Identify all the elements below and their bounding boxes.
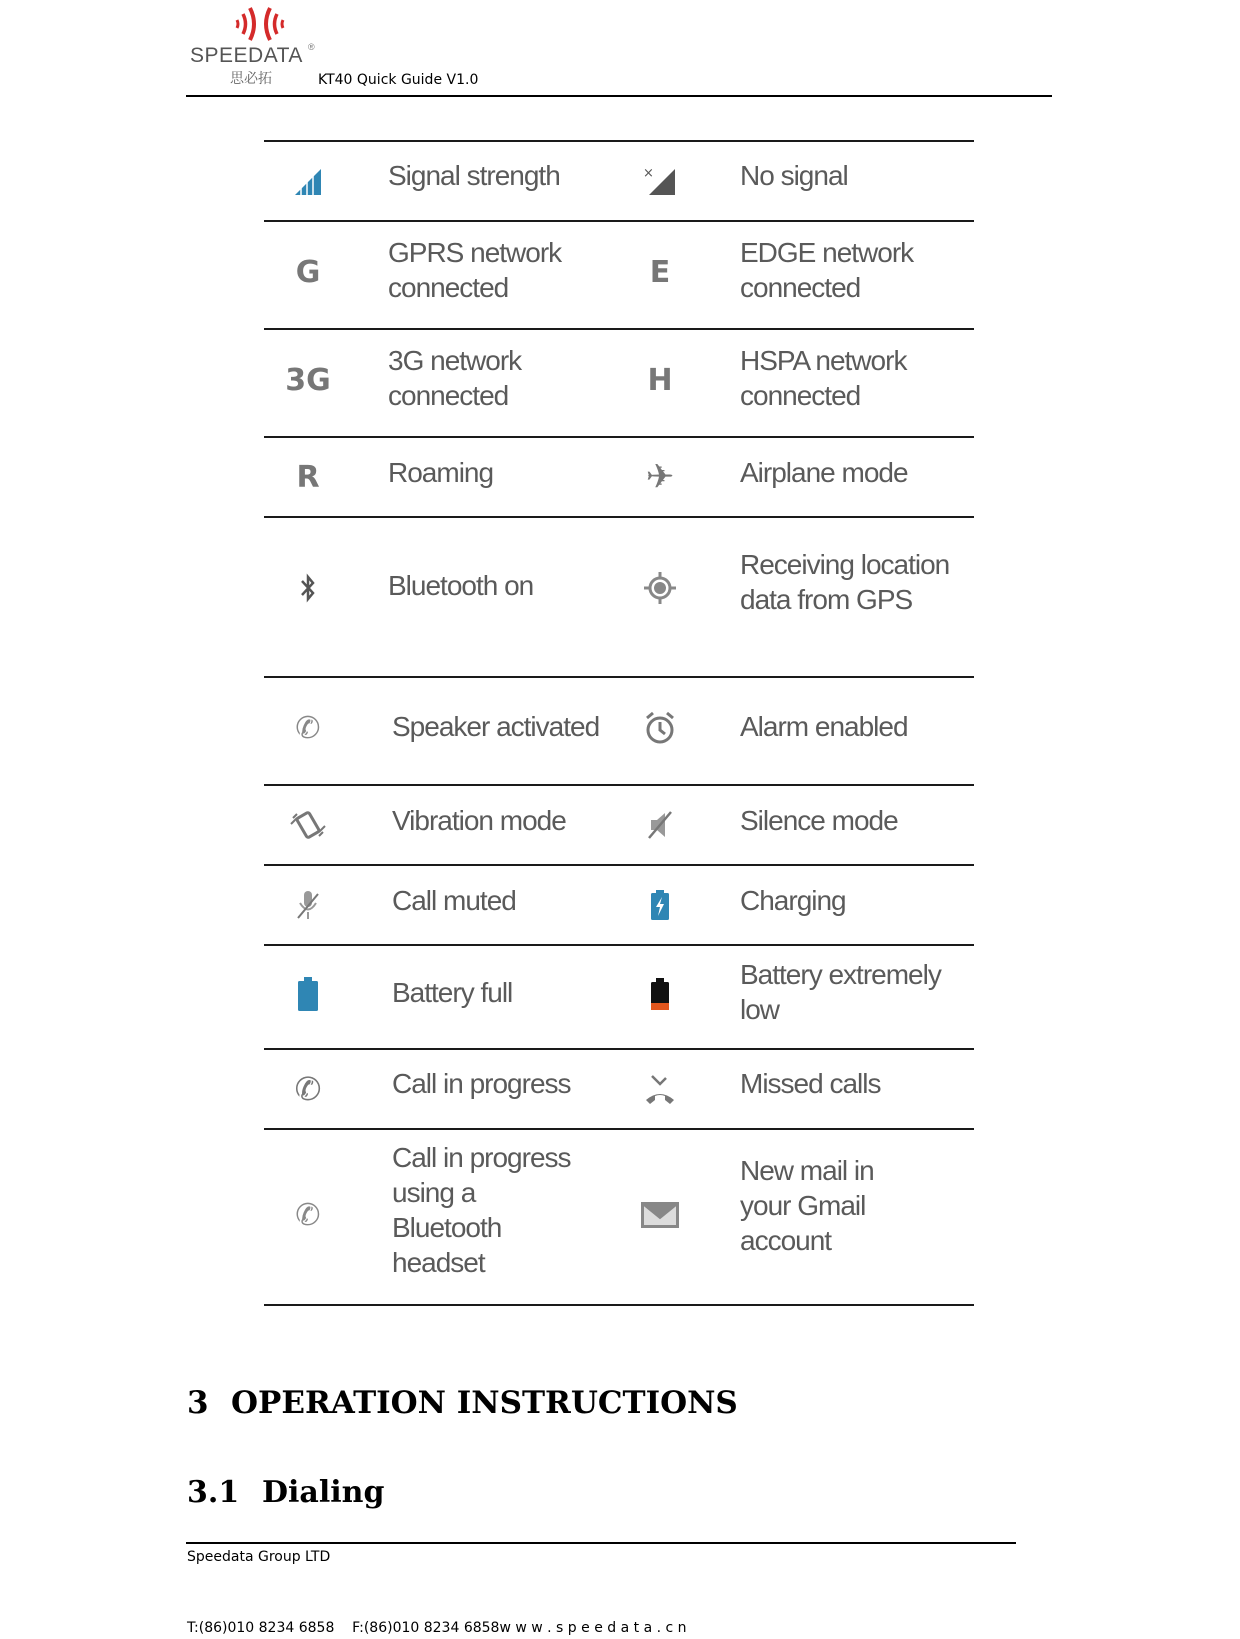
phone-icon: ✆ [294, 1070, 322, 1108]
airplane-icon: ✈ [645, 457, 675, 497]
charging-label: Charging [740, 884, 846, 916]
bluetooth-call-icon: ✆ [295, 1197, 321, 1233]
threeg-icon: 3G [285, 362, 331, 398]
no-signal-label: No signal [740, 159, 848, 191]
alarm-label: Alarm enabled [740, 710, 908, 742]
gmail-label: New mail in your Gmail account [740, 1154, 874, 1256]
no-signal-icon [630, 142, 690, 220]
header-rule [186, 95, 1052, 97]
table-row [264, 140, 974, 220]
logo-registered-mark: ® [308, 42, 315, 52]
gps-icon [630, 518, 690, 658]
footer-rule [186, 1542, 1016, 1544]
logo-name: SPEEDATA [190, 44, 303, 67]
silence-icon [630, 786, 690, 864]
speedata-logo [190, 0, 320, 90]
call-muted-label: Call muted [392, 884, 516, 916]
logo-chinese-name: 思必拓 [230, 70, 272, 86]
gprs-icon: G [295, 254, 321, 290]
hspa-icon: H [647, 362, 673, 398]
document-title: KT40 Quick Guide V1.0 [318, 72, 479, 88]
footer-company: Speedata Group LTD [187, 1549, 331, 1565]
signal-strength-icon [278, 142, 338, 220]
subsection-number: 3.1 [187, 1475, 240, 1510]
speedata-waves-icon [228, 2, 292, 46]
gps-label: Receiving location data from GPS [740, 549, 950, 615]
section-title: OPERATION INSTRUCTIONS [231, 1385, 738, 1421]
table-row [264, 436, 974, 516]
battery-low-icon [630, 946, 690, 1042]
edge-label: EDGE network connected [740, 237, 914, 303]
subsection-title: Dialing [262, 1475, 385, 1510]
table-row [264, 676, 974, 784]
table-row [264, 516, 974, 676]
battery-full-icon [278, 946, 338, 1042]
table-row [264, 220, 974, 328]
bluetooth-call-label: Call in progress using a Bluetooth headset [392, 1142, 571, 1278]
gmail-icon [630, 1130, 690, 1300]
speaker-phone-icon: ✆ [295, 710, 321, 746]
vibration-icon [278, 786, 338, 864]
footer-contact: T:(86)010 8234 6858 F:(86)010 8234 6858w w w . s p e e d a t a . c n [187, 1620, 687, 1636]
table-row [264, 1048, 974, 1128]
battery-full-label: Battery full [392, 976, 513, 1008]
signal-strength-label: Signal strength [388, 159, 560, 191]
table-row [264, 1128, 974, 1306]
speaker-label: Speaker activated [392, 710, 600, 742]
section-heading-operation-instructions [187, 1385, 738, 1421]
table-row [264, 328, 974, 436]
table-row [264, 784, 974, 864]
edge-icon: E [649, 254, 671, 290]
airplane-label: Airplane mode [740, 456, 908, 488]
mic-muted-icon [278, 866, 338, 944]
roaming-icon: R [296, 459, 320, 495]
charging-icon [630, 866, 690, 944]
subsection-heading-dialing [187, 1475, 384, 1510]
gprs-label: GPRS network connected [388, 237, 562, 303]
roaming-label: Roaming [388, 456, 494, 488]
bluetooth-icon [278, 518, 338, 658]
alarm-icon [630, 678, 690, 778]
table-row [264, 944, 974, 1048]
missed-call-icon [630, 1050, 690, 1128]
vibration-label: Vibration mode [392, 804, 566, 836]
hspa-label: HSPA network connected [740, 345, 907, 411]
svg-text:×: × [643, 166, 654, 181]
threeg-label: 3G network connected [388, 345, 522, 411]
section-number: 3 [187, 1385, 209, 1421]
battery-low-label: Battery extremely low [740, 959, 941, 1025]
call-in-progress-label: Call in progress [392, 1067, 571, 1099]
silence-label: Silence mode [740, 804, 898, 836]
missed-calls-label: Missed calls [740, 1067, 881, 1099]
table-row [264, 864, 974, 944]
bluetooth-label: Bluetooth on [388, 569, 534, 601]
